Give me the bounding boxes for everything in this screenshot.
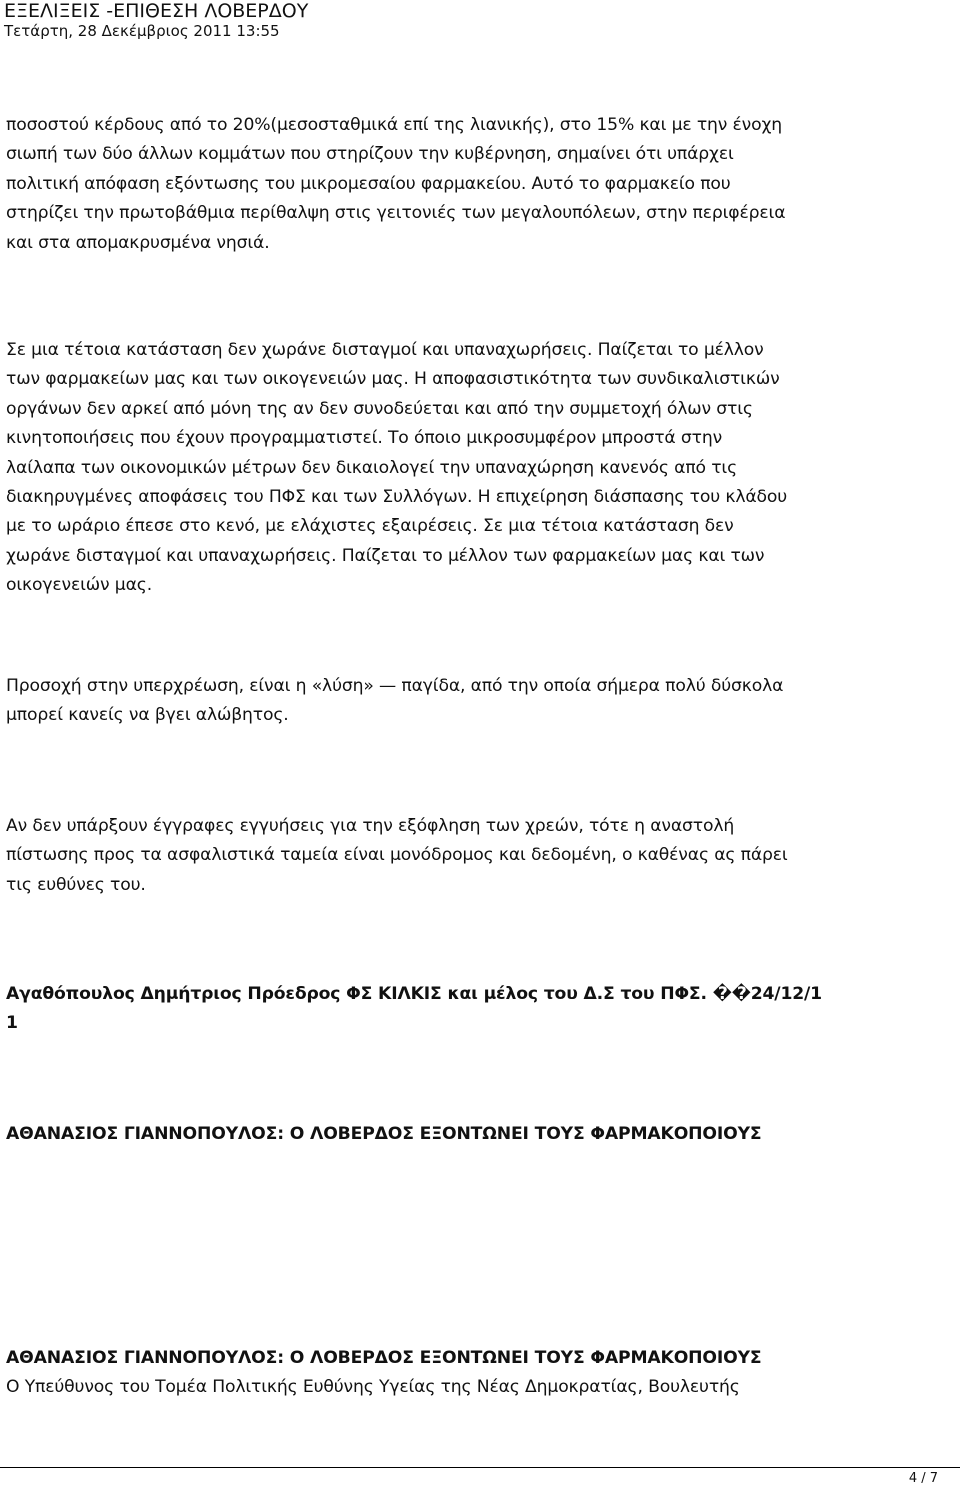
article-heading-2-block [6, 1344, 954, 1403]
paragraph-3 [6, 672, 954, 731]
paragraph-line: και στα απομακρυσμένα νησιά. [6, 232, 270, 253]
signature [6, 980, 954, 1039]
paragraph-1 [6, 111, 954, 258]
paragraph-line: πίστωσης προς τα ασφαλιστικά ταμεία είναι μονόδρομος και δεδομένη, ο καθένας ας πάρει [6, 845, 788, 866]
paragraph-line: στηρίζει την πρωτοβάθμια περίθαλψη στις γειτονιές των μεγαλουπόλεων, στην περιφέρεια [6, 203, 786, 224]
paragraph-line: ποσοστού κέρδους από το 20%(μεσοσταθμικά επί της λιανικής), στο 15% και με την ένοχη [6, 115, 783, 135]
header-title: ΕΞΕΛΙΞΕΙΣ -ΕΠΙΘΕΣΗ ΛΟΒΕΡΔΟΥ [4, 0, 309, 22]
paragraph-line: των φαρμακείων μας και των οικογενειών μας. Η αποφασιστικότητα των συνδικαλιστικών [6, 369, 780, 390]
paragraph-line: οργάνων δεν αρκεί από μόνη της αν δεν συνοδεύεται και από την συμμετοχή όλων στις [6, 398, 753, 419]
footer-divider [0, 1467, 960, 1468]
paragraph-line: τις ευθύνες του. [6, 874, 146, 895]
page-header [4, 0, 954, 42]
paragraph-line: Σε μια τέτοια κατάσταση δεν χωράνε δισταγμοί και υπαναχωρήσεις. Παίζεται το μέλλον [6, 340, 764, 360]
paragraph-line: πολιτική απόφαση εξόντωσης του μικρομεσαίου φαρμακείου. Αυτό το φαρμακείο που [6, 173, 731, 194]
header-date: Τετάρτη, 28 Δεκέμβριος 2011 13:55 [4, 22, 280, 40]
paragraph-line: λαίλαπα των οικονομικών μέτρων δεν δικαιολογεί την υπαναχώρηση κανενός από τις [6, 457, 738, 478]
paragraph-line: μπορεί κανείς να βγει αλώβητος. [6, 705, 289, 726]
heading-text: ΑΘΑΝΑΣΙΟΣ ΓΙΑΝΝΟΠΟΥΛΟΣ: Ο ΛΟΒΕΡΔΟΣ ΕΞΟΝΤΩΝΕΙ ΤΟΥΣ ΦΑΡΜΑΚΟΠΟΙΟΥΣ [6, 1124, 762, 1144]
signature-line: 1 [6, 1013, 18, 1034]
signature-line: Αγαθόπουλος Δημήτριος Πρόεδρος ΦΣ ΚΙΛΚΙΣ και μέλος του Δ.Σ του ΠΦΣ. ��24/12/1 [6, 984, 822, 1004]
article-heading-1 [6, 1120, 954, 1149]
paragraph-line: με το ωράριο έπεσε στο κενό, με ελάχιστες εξαιρέσεις. Σε μια τέτοια κατάσταση δεν [6, 516, 734, 537]
paragraph-line: κινητοποιήσεις που έχουν προγραμματιστεί. Το όποιο μικροσυμφέρον μπροστά στην [6, 428, 723, 449]
paragraph-line: σιωπή των δύο άλλων κομμάτων που στηρίζουν την κυβέρνηση, σημαίνει ότι υπάρχει [6, 144, 734, 165]
paragraph-line: Αν δεν υπάρξουν έγγραφες εγγυήσεις για την εξόφληση των χρεών, τότε η αναστολή [6, 816, 735, 836]
article-heading-2: ΑΘΑΝΑΣΙΟΣ ΓΙΑΝΝΟΠΟΥΛΟΣ: Ο ΛΟΒΕΡΔΟΣ ΕΞΟΝΤΩΝΕΙ ΤΟΥΣ ΦΑΡΜΑΚΟΠΟΙΟΥΣ [6, 1348, 762, 1368]
page-number: 4 / 7 [908, 1471, 938, 1486]
paragraph-4 [6, 812, 954, 900]
paragraph-line: οικογενειών μας. [6, 575, 153, 596]
paragraph-2 [6, 336, 954, 601]
paragraph-line: Προσοχή στην υπερχρέωση, είναι η «λύση» — παγίδα, από την οποία σήμερα πολύ δύσκολα [6, 676, 784, 696]
paragraph-line: χωράνε δισταγμοί και υπαναχωρήσεις. Παίζεται το μέλλον των φαρμακείων μας και των [6, 545, 765, 566]
paragraph-line: διακηρυγμένες αποφάσεις του ΠΦΣ και των Συλλόγων. Η επιχείρηση διάσπασης του κλάδου [6, 486, 788, 507]
author-subline: Ο Υπεύθυνος του Τομέα Πολιτικής Ευθύνης Υγείας της Νέας Δημοκρατίας, Βουλευτής [6, 1377, 740, 1398]
